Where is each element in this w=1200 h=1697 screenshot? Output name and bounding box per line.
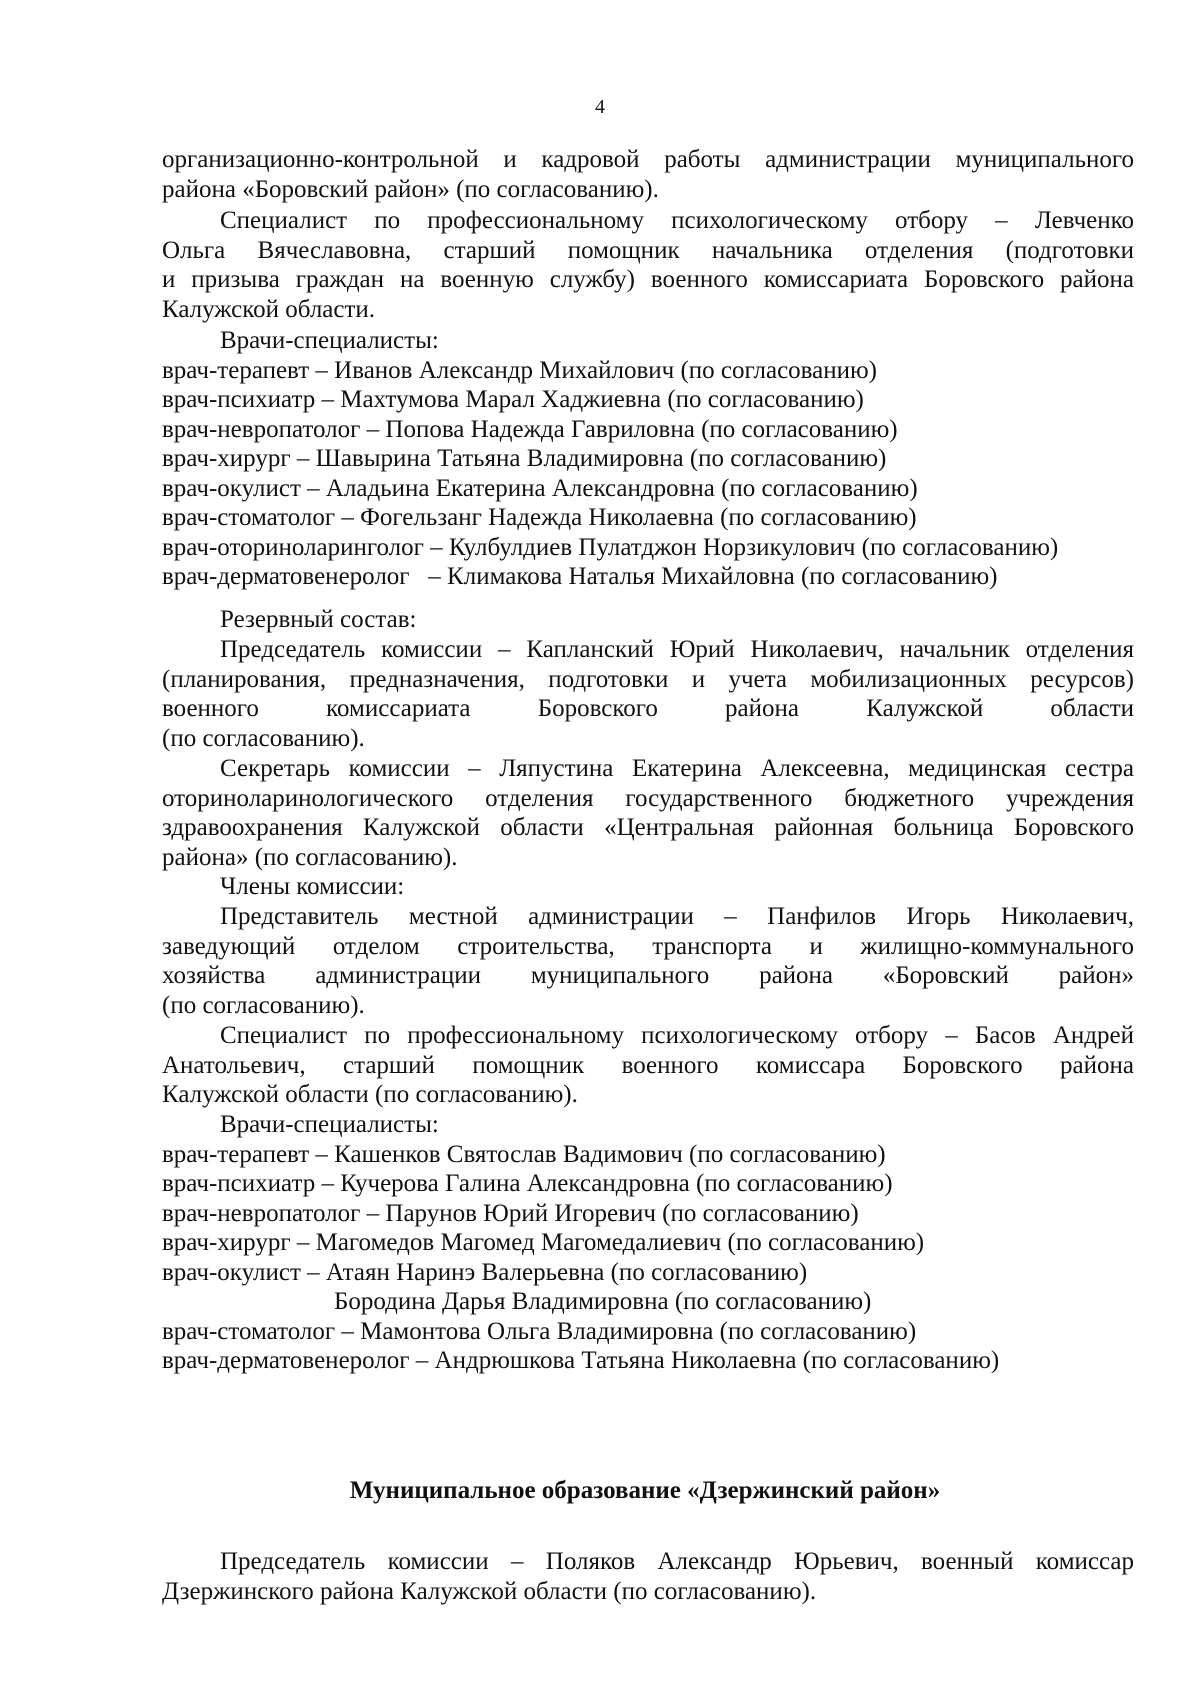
- doctor-line: врач-невропатолог – Попова Надежда Гавриловна (по согласованию): [162, 415, 898, 443]
- reserve-members-heading-text: Члены комиссии:: [220, 873, 405, 900]
- reserve-secretary-line-4: района» (по согласованию).: [162, 843, 458, 871]
- reserve-secretary-line-2: оториноларинологического отделения государственного бюджетного учреждения: [162, 784, 1134, 812]
- specialist-main-line-3: и призыва граждан на военную службу) военного комиссариата Боровского района: [162, 266, 1134, 293]
- doctor-line: Бородина Дарья Владимировна (по согласованию): [334, 1288, 872, 1315]
- reserve-heading-text: Резервный состав:: [220, 606, 417, 633]
- reserve-local-admin-paragraph: [162, 902, 1134, 1020]
- specialist-main-line-2: Ольга Вячеславовна, старший помощник начальника отделения (подготовки: [162, 236, 1134, 264]
- doctor-line: врач-терапевт – Кашенков Святослав Вадимович (по согласованию): [162, 1140, 886, 1168]
- doctor-line: врач-хирург – Шавырина Татьяна Владимировна (по согласованию): [162, 445, 887, 472]
- doctor-line: врач-невропатолог – Парунов Юрий Игоревич (по согласованию): [162, 1199, 859, 1227]
- specialist-main-line-4: Калужской области.: [162, 295, 376, 323]
- section-heading: Муниципальное образование «Дзержинский район»: [349, 1477, 941, 1504]
- reserve-specialist-line-3: Калужской области (по согласованию).: [162, 1081, 578, 1108]
- dzerzhinsky-chairman-line-2: Дзержинского района Калужской области (по согласованию).: [162, 1577, 817, 1605]
- doctor-line: врач-стоматолог – Мамонтова Ольга Владимировна (по согласованию): [162, 1317, 917, 1345]
- reserve-specialist-line-2: Анатольевич, старший помощник военного комиссара Боровского района: [162, 1051, 1134, 1079]
- reserve-doctors-heading: Врачи-специалисты:: [220, 1111, 439, 1138]
- reserve-chairman-line-4: (по согласованию).: [162, 724, 365, 752]
- reserve-specialist-line-1: Специалист по профессиональному психологическому отбору – Басов Андрей: [220, 1022, 1134, 1049]
- doctor-line: врач-психиатр – Кучерова Галина Александровна (по согласованию): [162, 1170, 893, 1197]
- reserve-secretary-line-1: Секретарь комиссии – Ляпустина Екатерина Алексеевна, медицинская сестра: [220, 755, 1134, 782]
- page-number: 4: [595, 96, 605, 118]
- doctors-main-list: [162, 326, 1134, 592]
- doctor-line: врач-стоматолог – Фогельзанг Надежда Николаевна (по согласованию): [162, 504, 917, 531]
- specialist-main-paragraph: [162, 206, 1134, 324]
- reserve-local-admin-line-3: хозяйства администрации муниципального района «Боровский район»: [162, 962, 1134, 989]
- reserve-local-admin-line-2: заведующий отделом строительства, транспорта и жилищно-коммунального: [162, 932, 1134, 960]
- specialist-main-line-1: Специалист по профессиональному психологическому отбору – Левченко: [220, 207, 1134, 234]
- doctor-line: врач-терапевт – Иванов Александр Михайлович (по согласованию): [162, 356, 877, 384]
- reserve-chairman-line-3: военного комиссариата Боровского района Калужской области: [162, 695, 1134, 722]
- reserve-secretary-paragraph: [162, 754, 1134, 872]
- doctor-line: врач-психиатр – Махтумова Марал Хаджиевна (по согласованию): [162, 386, 864, 413]
- doctor-line: врач-окулист – Атаян Наринэ Валерьевна (по согласованию): [162, 1258, 808, 1286]
- doctors-main-heading: Врачи-специалисты:: [220, 327, 439, 354]
- reserve-specialist-paragraph: [162, 1021, 1134, 1110]
- dzerzhinsky-chairman-paragraph: [162, 1547, 1134, 1606]
- intro-line-2: района «Боровский район» (по согласованию).: [162, 175, 659, 203]
- doctor-line: врач-дерматовенеролог – Андрюшкова Татьяна Николаевна (по согласованию): [162, 1347, 1000, 1374]
- dzerzhinsky-chairman-line-1: Председатель комиссии – Поляков Александр Юрьевич, военный комиссар: [220, 1548, 1134, 1575]
- intro-paragraph: [162, 145, 1134, 204]
- intro-line-1: организационно-контрольной и кадровой работы администрации муниципального: [162, 146, 1134, 173]
- reserve-heading: [162, 605, 1134, 635]
- reserve-chairman-line-2: (планирования, предназначения, подготовки и учета мобилизационных ресурсов): [162, 665, 1134, 693]
- doctor-line: врач-хирург – Магомедов Магомед Магомедалиевич (по согласованию): [162, 1229, 925, 1256]
- reserve-local-admin-line-4: (по согласованию).: [162, 991, 365, 1019]
- doctor-line: врач-дерматовенеролог – Климакова Наталья Михайловна (по согласованию): [162, 563, 998, 590]
- doctor-line: врач-окулист – Аладьина Екатерина Александровна (по согласованию): [162, 474, 918, 502]
- reserve-members-heading: [162, 872, 1134, 902]
- doctor-line: врач-оториноларинголог – Кулбулдиев Пулатджон Норзикулович (по согласованию): [162, 533, 1059, 561]
- reserve-chairman-line-1: Председатель комиссии – Капланский Юрий Николаевич, начальник отделения: [220, 636, 1134, 663]
- reserve-chairman-paragraph: [162, 635, 1134, 753]
- reserve-doctors-list: [162, 1110, 1134, 1376]
- reserve-local-admin-line-1: Представитель местной администрации – Панфилов Игорь Николаевич,: [220, 903, 1134, 930]
- reserve-secretary-line-3: здравоохранения Калужской области «Центральная районная больница Боровского: [162, 814, 1134, 841]
